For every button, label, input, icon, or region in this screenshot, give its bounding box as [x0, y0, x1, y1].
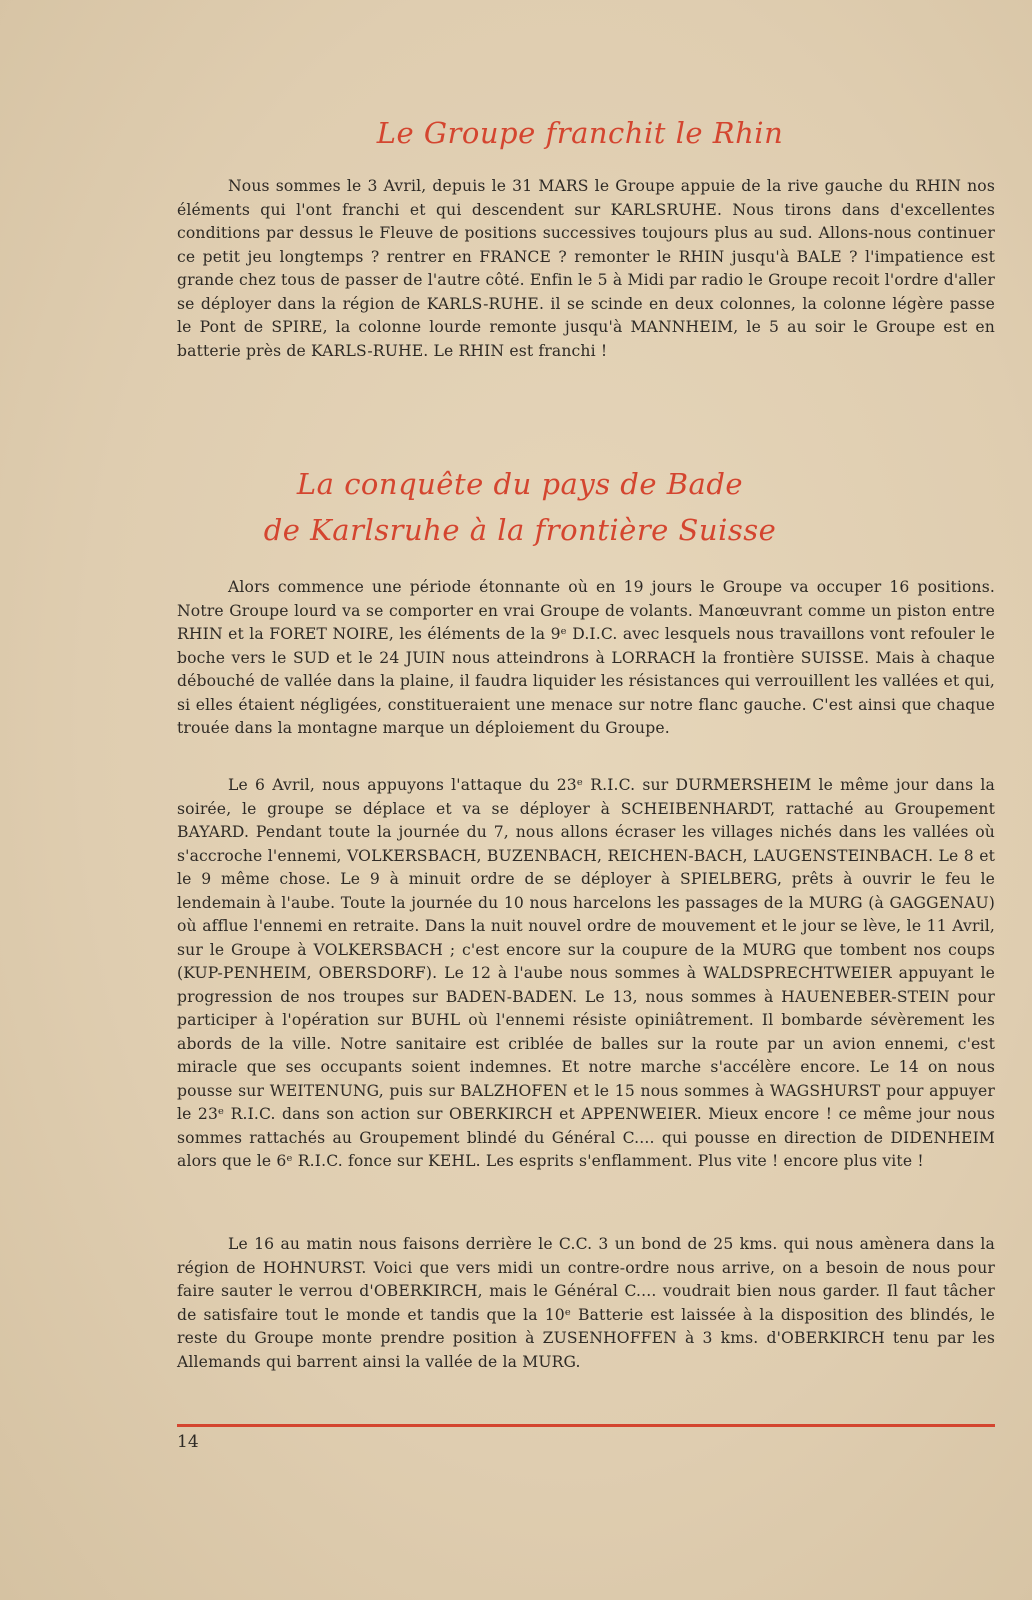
- page-number: 14: [177, 1432, 199, 1452]
- paragraph-rhin: Nous sommes le 3 Avril, depuis le 31 MARS le Groupe appuie de la rive gauche du RHIN nos éléments qui l'ont franchi et qui descendent sur KARLSRUHE. Nous tirons dans d'excellentes conditions par dessus le Fleuve de positions successives toujours plus au sud. Allons-nous continuer ce petit jeu longtemps ? rentrer en FRANCE ? remonter le RHIN jusqu'à BALE ? l'impatience est grande chez tous de passer de l'autre côté. Enfin le 5 à Midi par radio le Groupe recoit l'ordre d'aller se déployer dans la région de KARLS-RUHE. il se scinde en deux colonnes, la colonne légère passe le Pont de SPIRE, la colonne lourde remonte jusqu'à MANNHEIM, le 5 au soir le Groupe est en batterie près de KARLS-RUHE. Le RHIN est franchi !: [177, 177, 995, 360]
- paragraph-bade-3: Le 16 au matin nous faisons derrière le C.C. 3 un bond de 25 kms. qui nous amènera dans la région de HOHNURST. Voici que vers midi un contre-ordre nous arrive, on a besoin de nous pour faire sauter le verrou d'OBERKIRCH, mais le Général C.... voudrait bien nous garder. Il faut tâcher de satisfaire tout le monde et tandis que la 10ᵉ Batterie est laissée à la disposition des blindés, le reste du Groupe monte prendre position à ZUSENHOFFEN à 3 kms. d'OBERKIRCH tenu par les Allemands qui barrent ainsi la vallée de la MURG.: [177, 1235, 995, 1371]
- paragraph-bade-1: Alors commence une période étonnante où en 19 jours le Groupe va occuper 16 positions. Notre Groupe lourd va se comporter en vrai Groupe de volants. Manœuvrant comme un piston entre RHIN et la FORET NOIRE, les éléments de la 9ᵉ D.I.C. avec lesquels nous travaillons vont refouler le boche vers le SUD et le 24 JUIN nous atteindrons à LORRACH la frontière SUISSE. Mais à chaque débouché de vallée dans la plaine, il faudra liquider les résistances qui verrouillent les vallées et qui, si elles étaient négligées, constitueraient une menace sur notre flanc gauche. C'est ainsi que chaque trouée dans la montagne marque un déploiement du Groupe.: [177, 578, 995, 737]
- paragraph-bade-2: Le 6 Avril, nous appuyons l'attaque du 23ᵉ R.I.C. sur DURMERSHEIM le même jour dans la soirée, le groupe se déplace et va se déployer à SCHEIBENHARDT, rattaché au Groupement BAYARD. Pendant toute la journée du 7, nous allons écraser les villages nichés dans les vallées où s'accroche l'ennemi, VOLKERSBACH, BUZENBACH, REICHEN-BACH, LAUGENSTEINBACH. Le 8 et le 9 même chose. Le 9 à minuit ordre de se déployer à SPIELBERG, prêts à ouvrir le feu le lendemain à l'aube. Toute la journée du 10 nous harcelons les passages de la MURG (à GAGGENAU) où afflue l'ennemi en retraite. Dans la nuit nouvel ordre de mouvement et le jour se lève, le 11 Avril, sur le Groupe à VOLKERSBACH ; c'est encore sur la coupure de la MURG que tombent nos coups (KUP-PENHEIM, OBERSDORF). Le 12 à l'aube nous sommes à WALDSPRECHTWEIER appuyant le progression de nos troupes sur BADEN-BADEN. Le 13, nous sommes à HAUENEBER-STEIN pour participer à l'opération sur BUHL où l'ennemi résiste opiniâtrement. Il bombarde sévèrement les abords de la ville. Notre sanitaire est criblée de balles sur la route par un avion ennemi, c'est miracle que ses occupants soient indemnes. Et notre marche s'accélère encore. Le 14 on nous pousse sur WEITENUNG, puis sur BALZHOFEN et le 15 nous sommes à WAGSHURST pour appuyer le 23ᵉ R.I.C. dans son action sur OBERKIRCH et APPENWEIER. Mieux encore ! ce même jour nous sommes rattachés au Groupement blindé du Général C.... qui pousse en direction de DIDENHEIM alors que le 6ᵉ R.I.C. fonce sur KEHL. Les esprits s'enflamment. Plus vite ! encore plus vite !: [177, 776, 995, 1170]
- footer-rule: [177, 1424, 995, 1427]
- section-title-rhin: Le Groupe franchit le Rhin: [376, 116, 784, 150]
- section-title-bade-line1: La conquête du pays de Bade: [296, 467, 744, 501]
- section-title-bade-line2: de Karlsruhe à la frontière Suisse: [263, 513, 777, 547]
